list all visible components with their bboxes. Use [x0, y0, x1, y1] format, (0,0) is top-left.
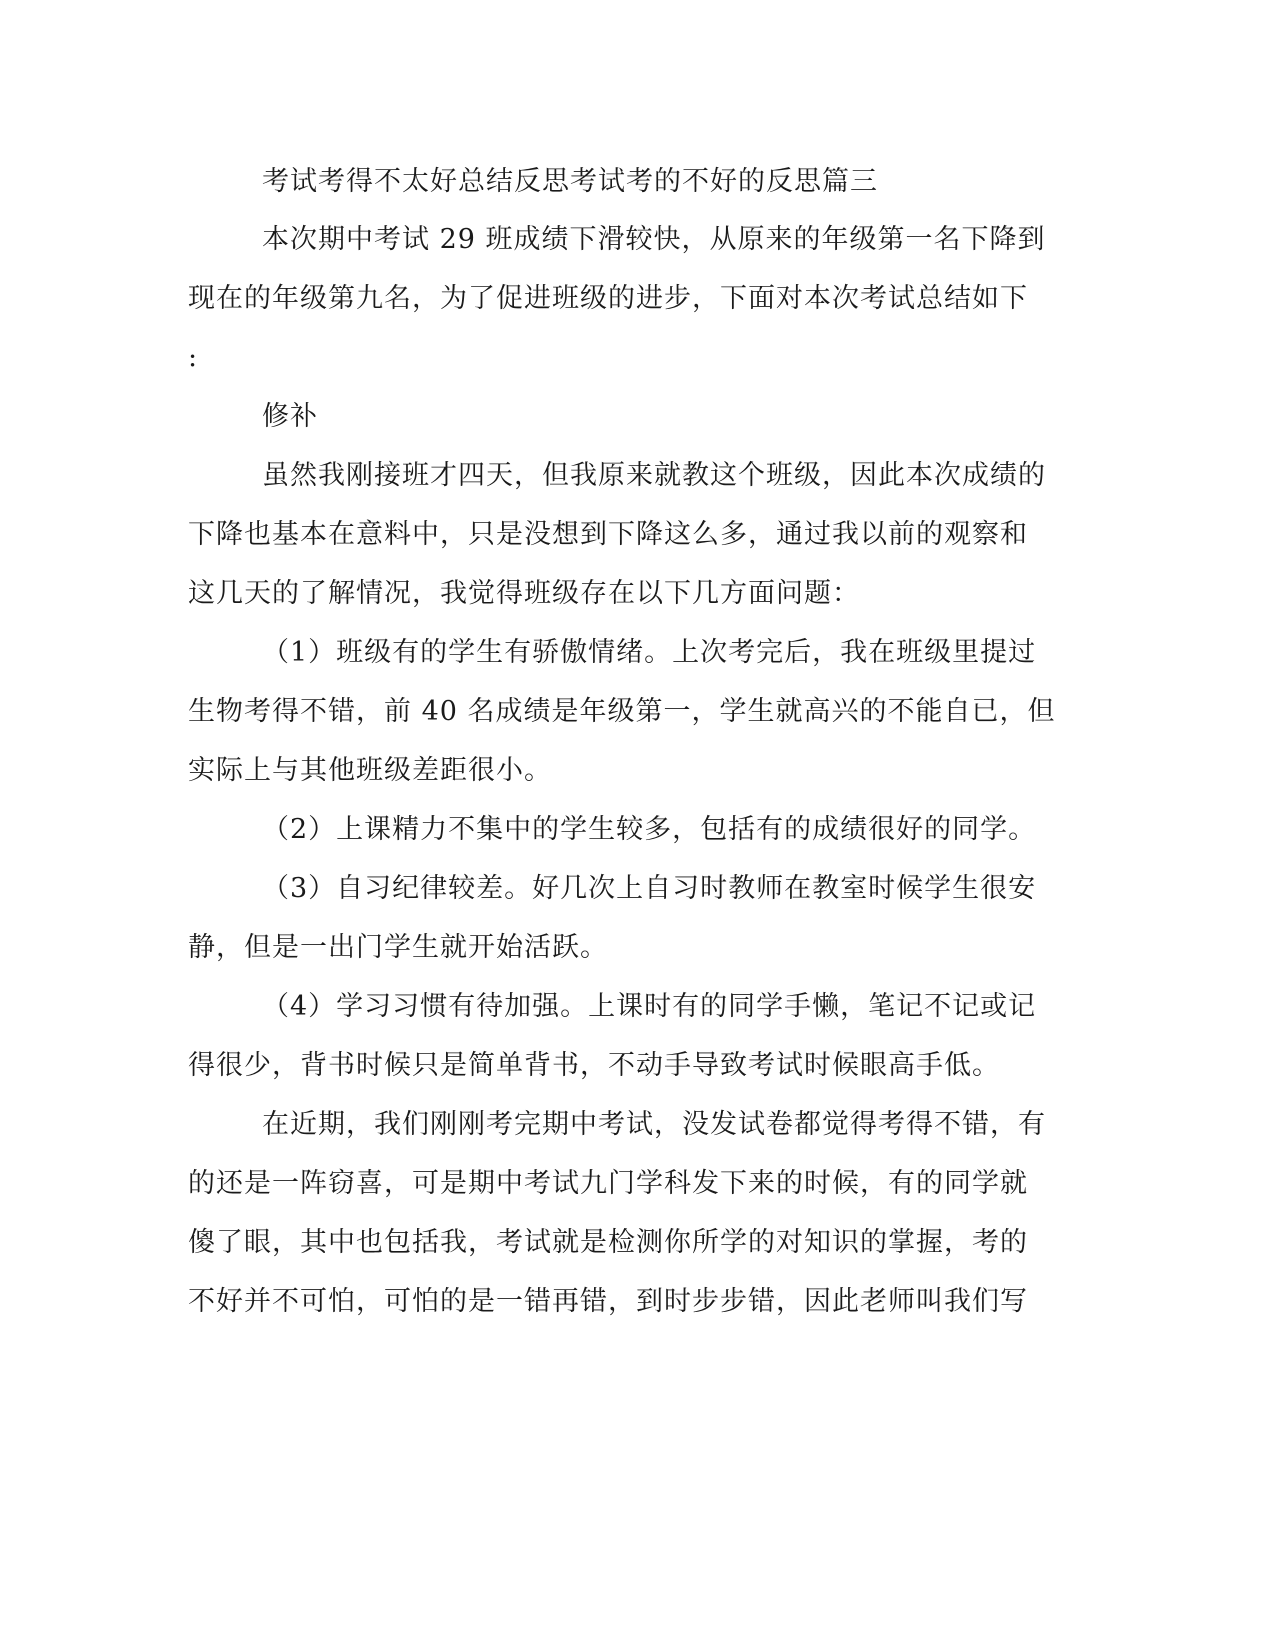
paragraph-line: 下降也基本在意料中，只是没想到下降这么多，通过我以前的观察和: [188, 519, 1028, 550]
list-item-line: （3）自习纪律较差。好几次上自习时教师在教室时候学生很安: [262, 873, 1037, 904]
paragraph-line: :: [188, 342, 199, 373]
section-heading: 修补: [262, 401, 318, 432]
paragraph-line: 在近期，我们刚刚考完期中考试，没发试卷都觉得考得不错，有: [262, 1109, 1046, 1140]
paragraph-line: 傻了眼，其中也包括我，考试就是检测你所学的对知识的掌握，考的: [188, 1227, 1028, 1258]
list-item-line: （2）上课精力不集中的学生较多，包括有的成绩很好的同学。: [262, 814, 1037, 845]
paragraph-line: 本次期中考试 29 班成绩下滑较快，从原来的年级第一名下降到: [262, 224, 1046, 255]
paragraph-line: 的还是一阵窃喜，可是期中考试九门学科发下来的时候，有的同学就: [188, 1168, 1028, 1199]
document-title: 考试考得不太好总结反思考试考的不好的反思篇三: [262, 166, 878, 197]
list-item-line: 静，但是一出门学生就开始活跃。: [188, 932, 608, 963]
paragraph-line: 不好并不可怕，可怕的是一错再错，到时步步错，因此老师叫我们写: [188, 1286, 1028, 1317]
list-item-line: 实际上与其他班级差距很小。: [188, 755, 552, 786]
list-item-line: 生物考得不错，前 40 名成绩是年级第一，学生就高兴的不能自已，但: [188, 696, 1056, 727]
paragraph-line: 虽然我刚接班才四天，但我原来就教这个班级，因此本次成绩的: [262, 460, 1046, 491]
list-item-line: 得很少，背书时候只是简单背书，不动手导致考试时候眼高手低。: [188, 1050, 1000, 1081]
paragraph-line: 这几天的了解情况，我觉得班级存在以下几方面问题：: [188, 578, 860, 609]
paragraph-line: 现在的年级第九名，为了促进班级的进步，下面对本次考试总结如下: [188, 283, 1028, 314]
list-item-line: （4）学习习惯有待加强。上课时有的同学手懒，笔记不记或记: [262, 991, 1037, 1022]
list-item-line: （1）班级有的学生有骄傲情绪。上次考完后，我在班级里提过: [262, 637, 1037, 668]
